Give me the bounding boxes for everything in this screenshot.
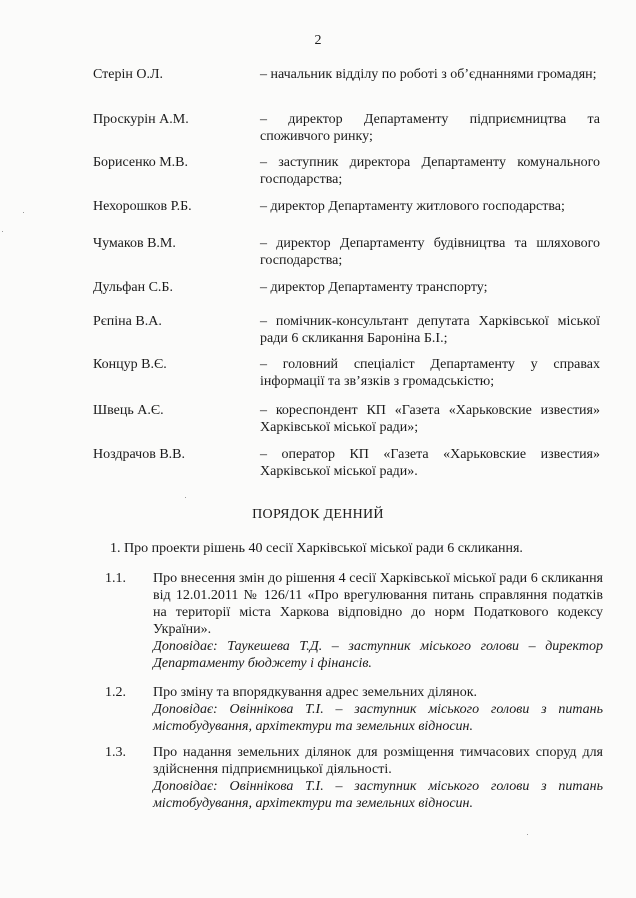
attendee-name: Проскурін А.М.	[93, 112, 189, 127]
attendee-role: – директор Департаменту підприємництва та споживчого ринку;	[260, 112, 600, 144]
attendee-role: – заступник директора Департаменту комунального господарства;	[260, 155, 600, 187]
attendee-role: – директор Департаменту транспорту;	[260, 280, 488, 295]
attendee-name: Стерін О.Л.	[93, 67, 163, 82]
agenda-item-number: 1.3.	[105, 745, 126, 760]
agenda-item-number: 1.1.	[105, 571, 126, 586]
agenda-item-text: Про внесення змін до рішення 4 сесії Харківської міської ради 6 скликання від 12.01.2011 № 126/11 «Про врегулювання питань справляння податків на території міста Харкова відповідно до норм Податкового кодексу України».	[153, 571, 603, 637]
attendee-role: – начальник відділу по роботі з об’єднаннями громадян;	[260, 67, 597, 82]
attendee-role: – помічник-консультант депутата Харківської міської ради 6 скликання Бароніна Б.І.;	[260, 314, 600, 346]
scan-speck	[2, 231, 3, 232]
agenda-item-number: 1.2.	[105, 685, 126, 700]
attendee-name: Ноздрачов В.В.	[93, 447, 185, 462]
agenda-item-text: Про надання земельних ділянок для розміщення тимчасових споруд для здійснення підприємницької діяльності.	[153, 745, 603, 777]
agenda-item-text: Про зміну та впорядкування адрес земельних ділянок.	[153, 685, 478, 700]
page-number: 2	[314, 33, 322, 48]
attendee-name: Нехорошков Р.Б.	[93, 199, 192, 214]
agenda-item-speaker: Доповідає: Таукешева Т.Д. – заступник міського голови – директор Департаменту бюджету і фінансів.	[153, 639, 603, 671]
attendee-role: – оператор КП «Газета «Харьковские известия» Харківської міської ради».	[260, 447, 600, 479]
scan-speck	[23, 212, 24, 213]
attendee-role: – директор Департаменту житлового господарства;	[260, 199, 565, 214]
attendee-role: – головний спеціаліст Департаменту у справах інформації та зв’язків з громадськістю;	[260, 357, 600, 389]
agenda-item-speaker: Доповідає: Овіннікова Т.І. – заступник міського голови з питань містобудування, архітектури та земельних відносин.	[153, 702, 603, 734]
scan-speck	[185, 497, 186, 498]
attendee-role: – кореспондент КП «Газета «Харьковские известия» Харківської міської ради»;	[260, 403, 600, 435]
attendee-name: Борисенко М.В.	[93, 155, 188, 170]
agenda-heading: ПОРЯДОК ДЕННИЙ	[252, 507, 384, 522]
attendee-role: – директор Департаменту будівництва та шляхового господарства;	[260, 236, 600, 268]
agenda-main-item: 1. Про проекти рішень 40 сесії Харківської міської ради 6 скликання.	[110, 541, 523, 556]
agenda-item-speaker: Доповідає: Овіннікова Т.І. – заступник міського голови з питань містобудування, архітектури та земельних відносин.	[153, 779, 603, 811]
attendee-name: Концур В.Є.	[93, 357, 167, 372]
attendee-name: Дульфан С.Б.	[93, 280, 173, 295]
attendee-name: Чумаков В.М.	[93, 236, 176, 251]
scan-speck	[527, 834, 528, 835]
attendee-name: Швець А.Є.	[93, 403, 164, 418]
attendee-name: Рєпіна В.А.	[93, 314, 162, 329]
